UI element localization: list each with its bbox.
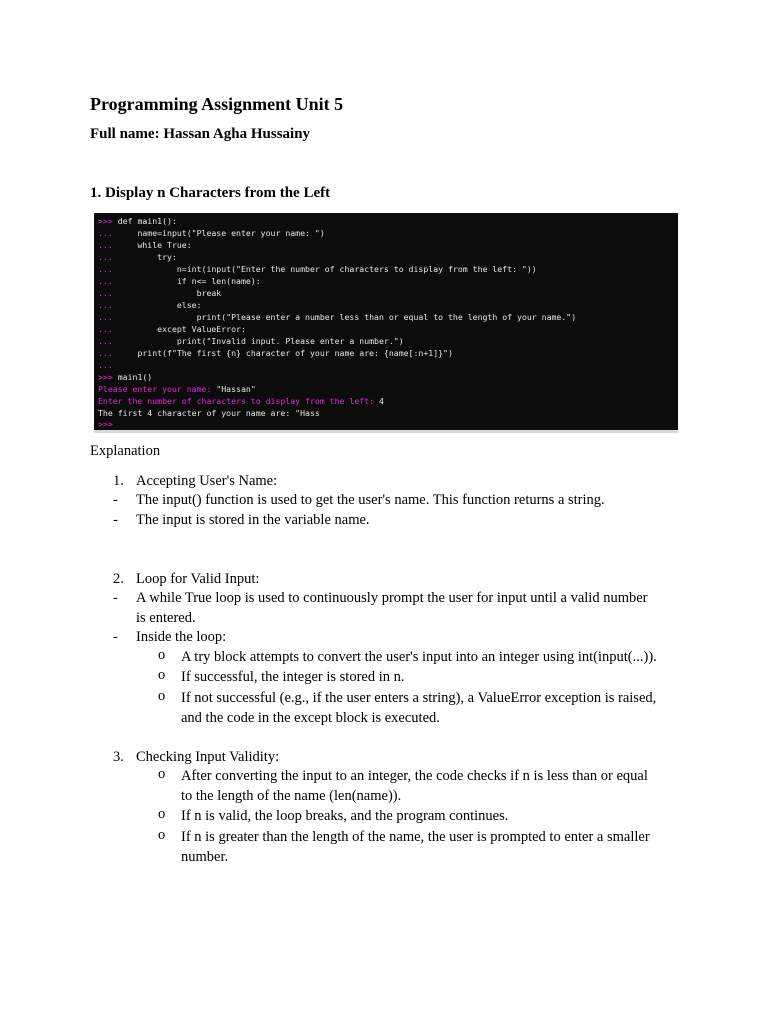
list-item: The input() function is used to get the user's name. This function returns a string. <box>136 492 605 508</box>
code-line: ... print("Invalid input. Please enter a number.") <box>98 336 404 346</box>
sub-list-item: If not successful (e.g., if the user enters a string), a ValueError exception is raised, <box>181 690 657 706</box>
list-item: The input is stored in the variable name. <box>136 512 370 528</box>
full-name: Full name: Hassan Agha Hussainy <box>90 126 311 142</box>
dash-marker: - <box>113 629 118 645</box>
output-line-count: Enter the number of characters to display from the left: 4 <box>98 396 384 406</box>
code-line: ... else: <box>98 300 202 310</box>
code-screenshot <box>94 213 678 433</box>
list-heading: Checking Input Validity: <box>136 749 280 765</box>
sub-list-item: After converting the input to an integer, the code checks if n is less than or equal <box>181 768 648 784</box>
bullet-marker: o <box>158 806 166 822</box>
code-line: ... n=int(input("Enter the number of characters to display from the left: ")) <box>98 264 537 274</box>
sub-list-item: A try block attempts to convert the user's input into an integer using int(input(...)). <box>181 649 657 665</box>
sub-list-item-continuation: to the length of the name (len(name)). <box>181 788 402 804</box>
code-line: ... print(f"The first {n} character of your name are: {name[:n+1]}") <box>98 348 453 358</box>
dash-marker: - <box>113 512 118 528</box>
code-line: ... break <box>98 288 222 298</box>
sub-list-item-continuation: number. <box>181 849 229 865</box>
list-item-continuation: is entered. <box>136 610 196 626</box>
bullet-marker: o <box>158 667 166 683</box>
list-number: 1. <box>113 473 124 489</box>
output-line-name: Please enter your name: "Hassan" <box>98 384 256 394</box>
code-line: ... try: <box>98 252 177 262</box>
page-title: Programming Assignment Unit 5 <box>90 94 344 114</box>
explanation-label: Explanation <box>90 443 161 459</box>
list-number: 3. <box>113 749 124 765</box>
sub-list-item: If n is valid, the loop breaks, and the program continues. <box>181 808 509 824</box>
section-heading: 1. Display n Characters from the Left <box>90 185 331 201</box>
dash-marker: - <box>113 492 118 508</box>
sub-list-item-continuation: and the code in the except block is executed. <box>181 710 440 726</box>
bullet-marker: o <box>158 688 166 704</box>
sub-list-item: If n is greater than the length of the name, the user is prompted to enter a smaller <box>181 829 650 845</box>
list-number: 2. <box>113 571 124 587</box>
sub-list-item: If successful, the integer is stored in n. <box>181 669 405 685</box>
code-line: ... except ValueError: <box>98 324 246 334</box>
code-line: ... if n<= len(name): <box>98 276 261 286</box>
code-line: >>> main1() <box>98 372 153 382</box>
code-line: ... name=input("Please enter your name: ") <box>98 228 325 238</box>
output-line-prompt: >>> <box>98 419 113 429</box>
list-item: A while True loop is used to continuously prompt the user for input until a valid number <box>136 590 648 606</box>
list-heading: Loop for Valid Input: <box>136 571 260 587</box>
output-line-result: The first 4 character of your name are: "Hass <box>98 408 320 418</box>
code-line: >>> def main1(): <box>98 216 177 226</box>
list-item: Inside the loop: <box>136 629 227 645</box>
code-line: ... print("Please enter a number less than or equal to the length of your name.") <box>98 312 577 322</box>
bullet-marker: o <box>158 766 166 782</box>
code-line: ... <box>98 360 113 370</box>
bullet-marker: o <box>158 647 166 663</box>
list-heading: Accepting User's Name: <box>136 473 278 489</box>
code-line: ... while True: <box>98 240 192 250</box>
dash-marker: - <box>113 590 118 606</box>
bullet-marker: o <box>158 827 166 843</box>
